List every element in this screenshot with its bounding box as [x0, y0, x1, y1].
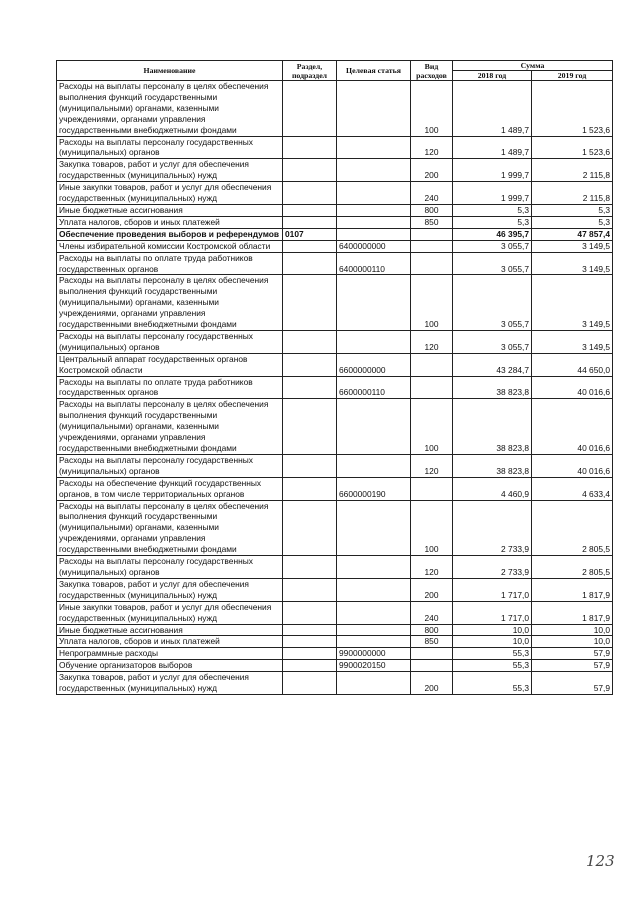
table-row	[57, 578, 613, 601]
cell-target	[337, 672, 411, 695]
cell-target	[337, 399, 411, 455]
cell-target	[337, 216, 411, 228]
cell-target	[337, 500, 411, 556]
table-row	[57, 660, 613, 672]
cell-name: Расходы на выплаты персоналу в целях обеспечения выполнения функций государственными (муниципальными) органами, казенными учреждениями, органами управления государственными внебюджетными фондами	[57, 81, 283, 137]
table-row	[57, 556, 613, 579]
cell-2019: 2 805,5	[532, 500, 613, 556]
cell-section	[283, 660, 337, 672]
cell-name: Расходы на выплаты персоналу в целях обеспечения выполнения функций государственными (муниципальными) органами, казенными учреждениями, органами управления государственными внебюджетными фондами	[57, 399, 283, 455]
cell-name: Иные бюджетные ассигнования	[57, 624, 283, 636]
header-section: Раздел, подраздел	[283, 61, 337, 81]
cell-2018: 38 823,8	[453, 399, 532, 455]
cell-2019: 47 857,4	[532, 228, 613, 240]
cell-type: 240	[411, 182, 453, 205]
cell-target: 9900020150	[337, 660, 411, 672]
cell-name: Расходы на выплаты персоналу государственных (муниципальных) органов	[57, 136, 283, 159]
cell-target	[337, 204, 411, 216]
table-row	[57, 240, 613, 252]
cell-2018: 1 717,0	[453, 578, 532, 601]
cell-2018: 55,3	[453, 648, 532, 660]
cell-type: 100	[411, 275, 453, 331]
cell-section	[283, 81, 337, 137]
cell-2019: 57,9	[532, 660, 613, 672]
cell-2018: 10,0	[453, 624, 532, 636]
cell-section	[283, 136, 337, 159]
cell-2018: 1 489,7	[453, 136, 532, 159]
table-row	[57, 275, 613, 331]
cell-type	[411, 477, 453, 500]
cell-target	[337, 330, 411, 353]
cell-name: Непрограммные расходы	[57, 648, 283, 660]
cell-2018: 3 055,7	[453, 330, 532, 353]
cell-name: Обеспечение проведения выборов и референдумов	[57, 228, 283, 240]
cell-2019: 57,9	[532, 672, 613, 695]
cell-2019: 10,0	[532, 636, 613, 648]
cell-2018: 2 733,9	[453, 500, 532, 556]
cell-type: 800	[411, 624, 453, 636]
cell-section	[283, 601, 337, 624]
cell-2019: 3 149,5	[532, 275, 613, 331]
cell-name: Иные бюджетные ассигнования	[57, 204, 283, 216]
table-row	[57, 672, 613, 695]
header-year-2018: 2018 год	[453, 71, 532, 81]
cell-section	[283, 204, 337, 216]
cell-2018: 5,3	[453, 216, 532, 228]
cell-type: 120	[411, 556, 453, 579]
cell-section	[283, 240, 337, 252]
cell-target	[337, 159, 411, 182]
table-row	[57, 353, 613, 376]
cell-2018: 5,3	[453, 204, 532, 216]
cell-target	[337, 556, 411, 579]
cell-2019: 40 016,6	[532, 454, 613, 477]
cell-section	[283, 182, 337, 205]
table-row	[57, 136, 613, 159]
cell-section	[283, 672, 337, 695]
cell-name: Уплата налогов, сборов и иных платежей	[57, 636, 283, 648]
header-year-2019: 2019 год	[532, 71, 613, 81]
cell-2018: 38 823,8	[453, 376, 532, 399]
cell-target	[337, 136, 411, 159]
table-row	[57, 252, 613, 275]
cell-2019: 1 523,6	[532, 136, 613, 159]
cell-2019: 57,9	[532, 648, 613, 660]
cell-target	[337, 454, 411, 477]
cell-section	[283, 578, 337, 601]
cell-2019: 4 633,4	[532, 477, 613, 500]
cell-type: 120	[411, 454, 453, 477]
table-row	[57, 216, 613, 228]
cell-name: Расходы на выплаты персоналу в целях обеспечения выполнения функций государственными (муниципальными) органами, казенными учреждениями, органами управления государственными внебюджетными фондами	[57, 500, 283, 556]
cell-section	[283, 500, 337, 556]
cell-2018: 2 733,9	[453, 556, 532, 579]
table-body	[57, 81, 613, 695]
cell-target	[337, 182, 411, 205]
cell-2019: 2 805,5	[532, 556, 613, 579]
table-row	[57, 399, 613, 455]
budget-table	[56, 60, 613, 695]
header-name: Наименование	[57, 61, 283, 81]
cell-target	[337, 275, 411, 331]
cell-2018: 43 284,7	[453, 353, 532, 376]
cell-name: Члены избирательной комиссии Костромской области	[57, 240, 283, 252]
cell-type: 800	[411, 204, 453, 216]
cell-2018: 1 999,7	[453, 182, 532, 205]
table-row	[57, 159, 613, 182]
cell-2018: 1 489,7	[453, 81, 532, 137]
cell-2019: 3 149,5	[532, 240, 613, 252]
cell-section	[283, 556, 337, 579]
cell-section	[283, 376, 337, 399]
cell-type: 100	[411, 500, 453, 556]
cell-2019: 1 817,9	[532, 578, 613, 601]
cell-name: Закупка товаров, работ и услуг для обеспечения государственных (муниципальных) нужд	[57, 672, 283, 695]
cell-type	[411, 240, 453, 252]
cell-name: Закупка товаров, работ и услуг для обеспечения государственных (муниципальных) нужд	[57, 159, 283, 182]
cell-target	[337, 624, 411, 636]
cell-type	[411, 648, 453, 660]
cell-name: Закупка товаров, работ и услуг для обеспечения государственных (муниципальных) нужд	[57, 578, 283, 601]
table-row	[57, 454, 613, 477]
cell-type: 200	[411, 578, 453, 601]
cell-section	[283, 252, 337, 275]
table-row	[57, 182, 613, 205]
cell-name: Уплата налогов, сборов и иных платежей	[57, 216, 283, 228]
cell-2019: 1 523,6	[532, 81, 613, 137]
cell-type: 200	[411, 159, 453, 182]
cell-name: Обучение организаторов выборов	[57, 660, 283, 672]
cell-2019: 5,3	[532, 216, 613, 228]
cell-section	[283, 159, 337, 182]
cell-section	[283, 330, 337, 353]
cell-target: 6600000110	[337, 376, 411, 399]
cell-target	[337, 578, 411, 601]
cell-section	[283, 275, 337, 331]
cell-name: Расходы на выплаты персоналу государственных (муниципальных) органов	[57, 330, 283, 353]
cell-2019: 40 016,6	[532, 399, 613, 455]
cell-name: Расходы на выплаты по оплате труда работников государственных органов	[57, 376, 283, 399]
cell-2018: 55,3	[453, 672, 532, 695]
cell-type: 100	[411, 399, 453, 455]
cell-target: 6400000110	[337, 252, 411, 275]
cell-2019: 1 817,9	[532, 601, 613, 624]
cell-target: 6400000000	[337, 240, 411, 252]
cell-target	[337, 81, 411, 137]
cell-2018: 10,0	[453, 636, 532, 648]
table-row	[57, 81, 613, 137]
cell-name: Расходы на выплаты по оплате труда работников государственных органов	[57, 252, 283, 275]
header-target: Целевая статья	[337, 61, 411, 81]
cell-2019: 2 115,8	[532, 159, 613, 182]
cell-2018: 3 055,7	[453, 240, 532, 252]
cell-section	[283, 216, 337, 228]
cell-section	[283, 624, 337, 636]
cell-target: 6600000190	[337, 477, 411, 500]
cell-name: Центральный аппарат государственных органов Костромской области	[57, 353, 283, 376]
cell-type	[411, 228, 453, 240]
table-row	[57, 204, 613, 216]
cell-type	[411, 660, 453, 672]
table-row	[57, 330, 613, 353]
cell-2018: 46 395,7	[453, 228, 532, 240]
cell-section	[283, 477, 337, 500]
cell-name: Расходы на выплаты персоналу в целях обеспечения выполнения функций государственными (муниципальными) органами, казенными учреждениями, органами управления государственными внебюджетными фондами	[57, 275, 283, 331]
table-row	[57, 228, 613, 240]
cell-section	[283, 399, 337, 455]
cell-target	[337, 636, 411, 648]
cell-type: 850	[411, 636, 453, 648]
cell-2019: 40 016,6	[532, 376, 613, 399]
cell-name: Иные закупки товаров, работ и услуг для обеспечения государственных (муниципальных) нужд	[57, 601, 283, 624]
cell-section: 0107	[283, 228, 337, 240]
cell-type: 120	[411, 136, 453, 159]
table-row	[57, 500, 613, 556]
cell-type: 240	[411, 601, 453, 624]
header-type: Вид расходов	[411, 61, 453, 81]
cell-type: 200	[411, 672, 453, 695]
cell-name: Расходы на выплаты персоналу государственных (муниципальных) органов	[57, 454, 283, 477]
page-number: 123	[586, 852, 615, 870]
cell-2018: 38 823,8	[453, 454, 532, 477]
cell-section	[283, 353, 337, 376]
cell-section	[283, 648, 337, 660]
cell-section	[283, 636, 337, 648]
table-row	[57, 376, 613, 399]
table-row	[57, 601, 613, 624]
cell-2019: 3 149,5	[532, 252, 613, 275]
cell-2019: 3 149,5	[532, 330, 613, 353]
cell-2019: 44 650,0	[532, 353, 613, 376]
cell-target: 6600000000	[337, 353, 411, 376]
table-row	[57, 636, 613, 648]
cell-type: 120	[411, 330, 453, 353]
cell-type: 100	[411, 81, 453, 137]
cell-target: 9900000000	[337, 648, 411, 660]
cell-2019: 5,3	[532, 204, 613, 216]
table-row	[57, 624, 613, 636]
cell-target	[337, 601, 411, 624]
cell-2018: 4 460,9	[453, 477, 532, 500]
table-header	[57, 61, 613, 81]
cell-2018: 3 055,7	[453, 275, 532, 331]
cell-name: Иные закупки товаров, работ и услуг для обеспечения государственных (муниципальных) нужд	[57, 182, 283, 205]
cell-type	[411, 353, 453, 376]
cell-type: 850	[411, 216, 453, 228]
cell-2018: 1 717,0	[453, 601, 532, 624]
table-row	[57, 648, 613, 660]
cell-name: Расходы на выплаты персоналу государственных (муниципальных) органов	[57, 556, 283, 579]
cell-2018: 3 055,7	[453, 252, 532, 275]
cell-2018: 55,3	[453, 660, 532, 672]
cell-2019: 10,0	[532, 624, 613, 636]
cell-section	[283, 454, 337, 477]
cell-target	[337, 228, 411, 240]
cell-2018: 1 999,7	[453, 159, 532, 182]
cell-2019: 2 115,8	[532, 182, 613, 205]
cell-name: Расходы на обеспечение функций государственных органов, в том числе территориальных органов	[57, 477, 283, 500]
cell-type	[411, 252, 453, 275]
table-row	[57, 477, 613, 500]
cell-type	[411, 376, 453, 399]
header-sum: Сумма	[453, 61, 613, 71]
